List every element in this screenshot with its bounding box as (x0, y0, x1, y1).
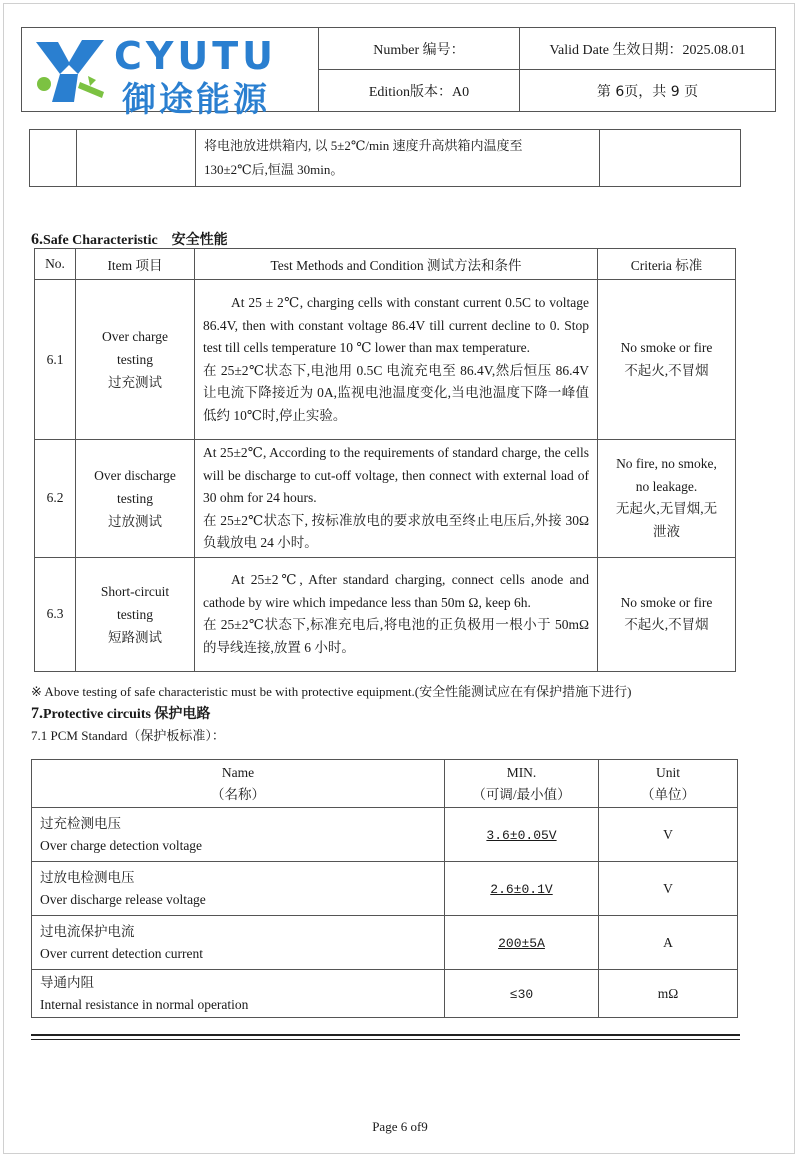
header-test: Test Methods and Condition 测试方法和条件 (195, 249, 598, 280)
table-row (35, 440, 736, 558)
table-row (32, 970, 738, 1018)
param-unit: V (599, 862, 738, 916)
logo-cell (22, 28, 319, 120)
cyutu-logo-icon (30, 34, 112, 106)
row-no: 6.1 (35, 280, 76, 440)
row-test: At 25±2℃, According to the requirements of standard charge, the cells will be discharge to cut-off voltage, then connect with external load of 30 ohm for 24 hours. 在 25±2℃状态下, 按标准放电的要求放电至终止电压后,外接 30Ω负载放电 24 小时。 (195, 440, 598, 558)
table-row (32, 862, 738, 916)
table-row (32, 808, 738, 862)
param-unit: A (599, 916, 738, 970)
safe-characteristic-table (34, 248, 736, 672)
pcm-standard-table (31, 759, 738, 1018)
header-min: MIN. （可调/最小值） (445, 760, 599, 808)
valid-date: Valid Date 生效日期：2025.08.01 (520, 28, 776, 70)
row-test: At 25 ± 2℃, charging cells with constant current 0.5C to voltage 86.4V, then with constant voltage 86.4V till current decline to 0. Stop test till cells temperature 10 ℃ lower than max temperature. 在 25±2℃状态下,电池用 0.5C 电流充电至 86.4V,然后恒压 86.4V 让电流下降接近为 0A,监视电池温度变化,当电池温度下降一峰值低约 10℃时,停止实验。 (195, 280, 598, 440)
param-name: 导通内阻 Internal resistance in normal operation (32, 970, 445, 1018)
page-footer: Page 6 of9 (372, 1119, 428, 1134)
table-header-row (35, 249, 736, 280)
param-name: 过放电检测电压 Over discharge release voltage (32, 862, 445, 916)
safety-note: ※ Above testing of safe characteristic must be with protective equipment.(安全性能测试应在有保护措施下进行) (31, 684, 632, 699)
row-criteria: No smoke or fire 不起火,不冒烟 (598, 280, 736, 440)
section-6-title: 6.Safe Characteristic 安全性能 (31, 231, 228, 248)
row-item: Short-circuit testing 短路测试 (76, 557, 195, 671)
row-item: Over discharge testing 过放测试 (76, 440, 195, 558)
header-name: Name （名称） (32, 760, 445, 808)
section-7-title: 7.Protective circuits 保护电路 (31, 705, 211, 722)
param-name: 过充检测电压 Over charge detection voltage (32, 808, 445, 862)
param-unit: V (599, 808, 738, 862)
document-header (21, 27, 776, 120)
header-criteria: Criteria 标准 (598, 249, 736, 280)
param-unit: mΩ (599, 970, 738, 1018)
logo-text-cn: 御途能源 (122, 80, 270, 120)
table-header-row (32, 760, 738, 808)
fragment-text: 将电池放进烘箱内, 以 5±2℃/min 速度升高烘箱内温度至 130±2℃后,恒温 30min。 (196, 130, 600, 187)
section-7-1-subtitle: 7.1 PCM Standard（保护板标准）： (31, 728, 225, 743)
header-unit: Unit （单位） (599, 760, 738, 808)
header-item: Item 项目 (76, 249, 195, 280)
logo-text-en: CYUTU (114, 34, 278, 78)
row-item: Over charge testing 过充测试 (76, 280, 195, 440)
previous-table-fragment (29, 129, 741, 187)
row-criteria: No smoke or fire 不起火,不冒烟 (598, 557, 736, 671)
divider-thin (31, 1039, 740, 1040)
header-no: No. (35, 249, 76, 280)
page-count: 第 6页，共 9 页 (520, 70, 776, 112)
divider-thick (31, 1034, 740, 1036)
param-min: ≤30 (445, 970, 599, 1018)
table-row (35, 280, 736, 440)
param-min: 3.6±0.05V (445, 808, 599, 862)
row-no: 6.2 (35, 440, 76, 558)
param-min: 200±5A (445, 916, 599, 970)
table-row (32, 916, 738, 970)
param-name: 过电流保护电流 Over current detection current (32, 916, 445, 970)
row-test: At 25±2℃, After standard charging, connect cells anode and cathode by wire which impedance less than 50m Ω, keep 6h. 在 25±2℃状态下,标准充电后,将电池的正负极用一根小于 50mΩ的导线连接,放置 6 小时。 (195, 557, 598, 671)
param-min: 2.6±0.1V (445, 862, 599, 916)
row-no: 6.3 (35, 557, 76, 671)
row-criteria: No fire, no smoke, no leakage. 无起火,无冒烟,无 泄液 (598, 440, 736, 558)
table-row (35, 557, 736, 671)
number-field: Number 编号： (319, 28, 520, 70)
edition: Edition版本：A0 (319, 70, 520, 112)
